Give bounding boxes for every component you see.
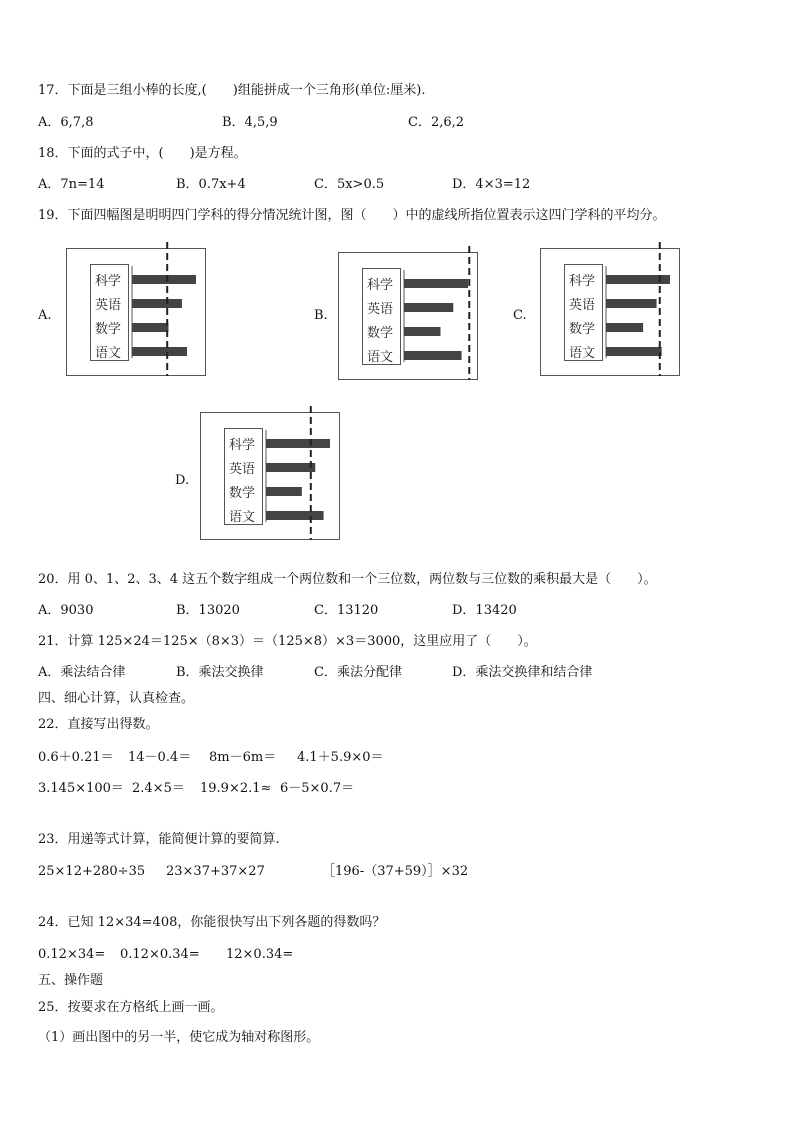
q22-item: 4.1＋5.9×0＝ (297, 750, 384, 765)
subject-label: 语文 (229, 510, 256, 525)
score-bar (606, 299, 657, 308)
q23-item: 25×12+280÷35 (38, 864, 146, 879)
q21-stem: 21．计算 125×24＝125×（8×3）＝（125×8）×3＝3000，这里应用了（ ）。 (38, 634, 537, 649)
q23-item: 23×37+37×27 (166, 864, 265, 879)
bar-chart-svg (200, 406, 342, 540)
q20-stem: 20．用 0、1、2、3、4 这五个数字组成一个两位数和一个三位数，两位数与三位数的乘积最大是（ ）。 (38, 572, 657, 587)
q19-option-d-label[interactable]: D. (175, 473, 190, 488)
q22-item: 14－0.4＝ (128, 750, 192, 765)
q24-item: 0.12×34= (38, 947, 106, 962)
q22-item: 0.6＋0.21＝ (38, 750, 114, 765)
subject-label: 数学 (229, 486, 256, 501)
q21-option-c[interactable]: C．乘法分配律 (314, 665, 402, 680)
q21-option-a[interactable]: A．乘法结合律 (38, 665, 126, 680)
q22-item: 8m－6m＝ (209, 750, 277, 765)
subject-label: 数学 (569, 322, 596, 337)
q21-option-b[interactable]: B．乘法交换律 (176, 665, 264, 680)
subject-label: 英语 (229, 462, 256, 477)
score-bar (132, 299, 182, 308)
chart-frame (339, 253, 478, 380)
chart-frame (541, 249, 680, 376)
q19-option-b-label[interactable]: B. (314, 308, 328, 323)
subject-label: 科学 (367, 278, 394, 293)
q19-chart-b (338, 246, 480, 380)
bar-chart-svg (66, 242, 208, 376)
score-bar (266, 487, 302, 496)
q19-stem: 19．下面四幅图是明明四门学科的得分情况统计图，图（ ）中的虚线所指位置表示这四门学科的平均分。 (38, 208, 666, 223)
score-bar (266, 511, 324, 520)
q25-stem: 25．按要求在方格纸上画一画。 (38, 1000, 224, 1015)
score-bar (404, 279, 468, 288)
q22-item: 3.145×100＝ (38, 781, 124, 796)
section-5-heading: 五、操作题 (38, 973, 104, 988)
q17-option-a[interactable]: A．6,7,8 (38, 115, 94, 130)
q22-item: 2.4×5＝ (132, 781, 185, 796)
q22-item: 6－5×0.7＝ (280, 781, 355, 796)
score-bar (266, 439, 330, 448)
subject-label: 语文 (367, 350, 394, 365)
q20-option-c[interactable]: C．13120 (314, 603, 379, 618)
bar-chart-svg (540, 242, 682, 376)
q18-option-a[interactable]: A．7n=14 (38, 177, 105, 192)
q18-stem: 18．下面的式子中，( )是方程。 (38, 146, 247, 161)
subject-label: 英语 (95, 298, 122, 313)
q18-option-d[interactable]: D．4×3=12 (452, 177, 531, 192)
chart-frame (201, 413, 340, 540)
score-bar (266, 463, 315, 472)
score-bar (404, 303, 453, 312)
q20-option-b[interactable]: B．13020 (176, 603, 240, 618)
q22-item: 19.9×2.1≈ (200, 781, 272, 796)
q19-chart-a (66, 242, 208, 376)
q23-item: ［196-（37+59）］×32 (322, 864, 469, 879)
q19-option-a-label[interactable]: A. (38, 308, 52, 323)
score-bar (132, 347, 187, 356)
q25-sub1: （1）画出图中的另一半，使它成为轴对称图形。 (38, 1030, 320, 1045)
subject-label: 科学 (229, 438, 256, 453)
subject-label: 语文 (569, 346, 596, 361)
q23-stem: 23．用递等式计算，能简便计算的要简算. (38, 832, 280, 847)
section-4-heading: 四、细心计算，认真检查。 (38, 691, 195, 706)
q20-option-d[interactable]: D．13420 (452, 603, 517, 618)
q24-item: 0.12×0.34= (120, 947, 200, 962)
q19-option-c-label[interactable]: C. (513, 308, 527, 323)
subject-label: 科学 (95, 274, 122, 289)
subject-label: 数学 (367, 326, 394, 341)
q17-option-b[interactable]: B．4,5,9 (222, 115, 278, 130)
score-bar (132, 275, 196, 284)
score-bar (404, 351, 462, 360)
subject-label: 科学 (569, 274, 596, 289)
subject-label: 语文 (95, 346, 122, 361)
q17-stem: 17．下面是三组小棒的长度,( )组能拼成一个三角形(单位:厘米). (38, 83, 426, 98)
q18-option-b[interactable]: B．0.7x+4 (176, 177, 246, 192)
q21-option-d[interactable]: D．乘法交换律和结合律 (452, 665, 593, 680)
score-bar (606, 323, 643, 332)
q20-option-a[interactable]: A．9030 (38, 603, 94, 618)
subject-label: 英语 (367, 302, 394, 317)
subject-label: 英语 (569, 298, 596, 313)
subject-label: 数学 (95, 322, 122, 337)
q18-option-c[interactable]: C．5x>0.5 (314, 177, 385, 192)
chart-frame (67, 249, 206, 376)
q19-chart-c (540, 242, 682, 376)
q22-stem: 22．直接写出得数。 (38, 717, 159, 732)
q24-item: 12×0.34= (226, 947, 294, 962)
score-bar (132, 323, 168, 332)
bar-chart-svg (338, 246, 480, 380)
q17-option-c[interactable]: C．2,6,2 (408, 115, 465, 130)
score-bar (606, 347, 662, 356)
score-bar (404, 327, 440, 336)
q19-chart-d (200, 406, 342, 540)
q24-stem: 24．已知 12×34=408，你能很快写出下列各题的得数吗？ (38, 915, 386, 930)
